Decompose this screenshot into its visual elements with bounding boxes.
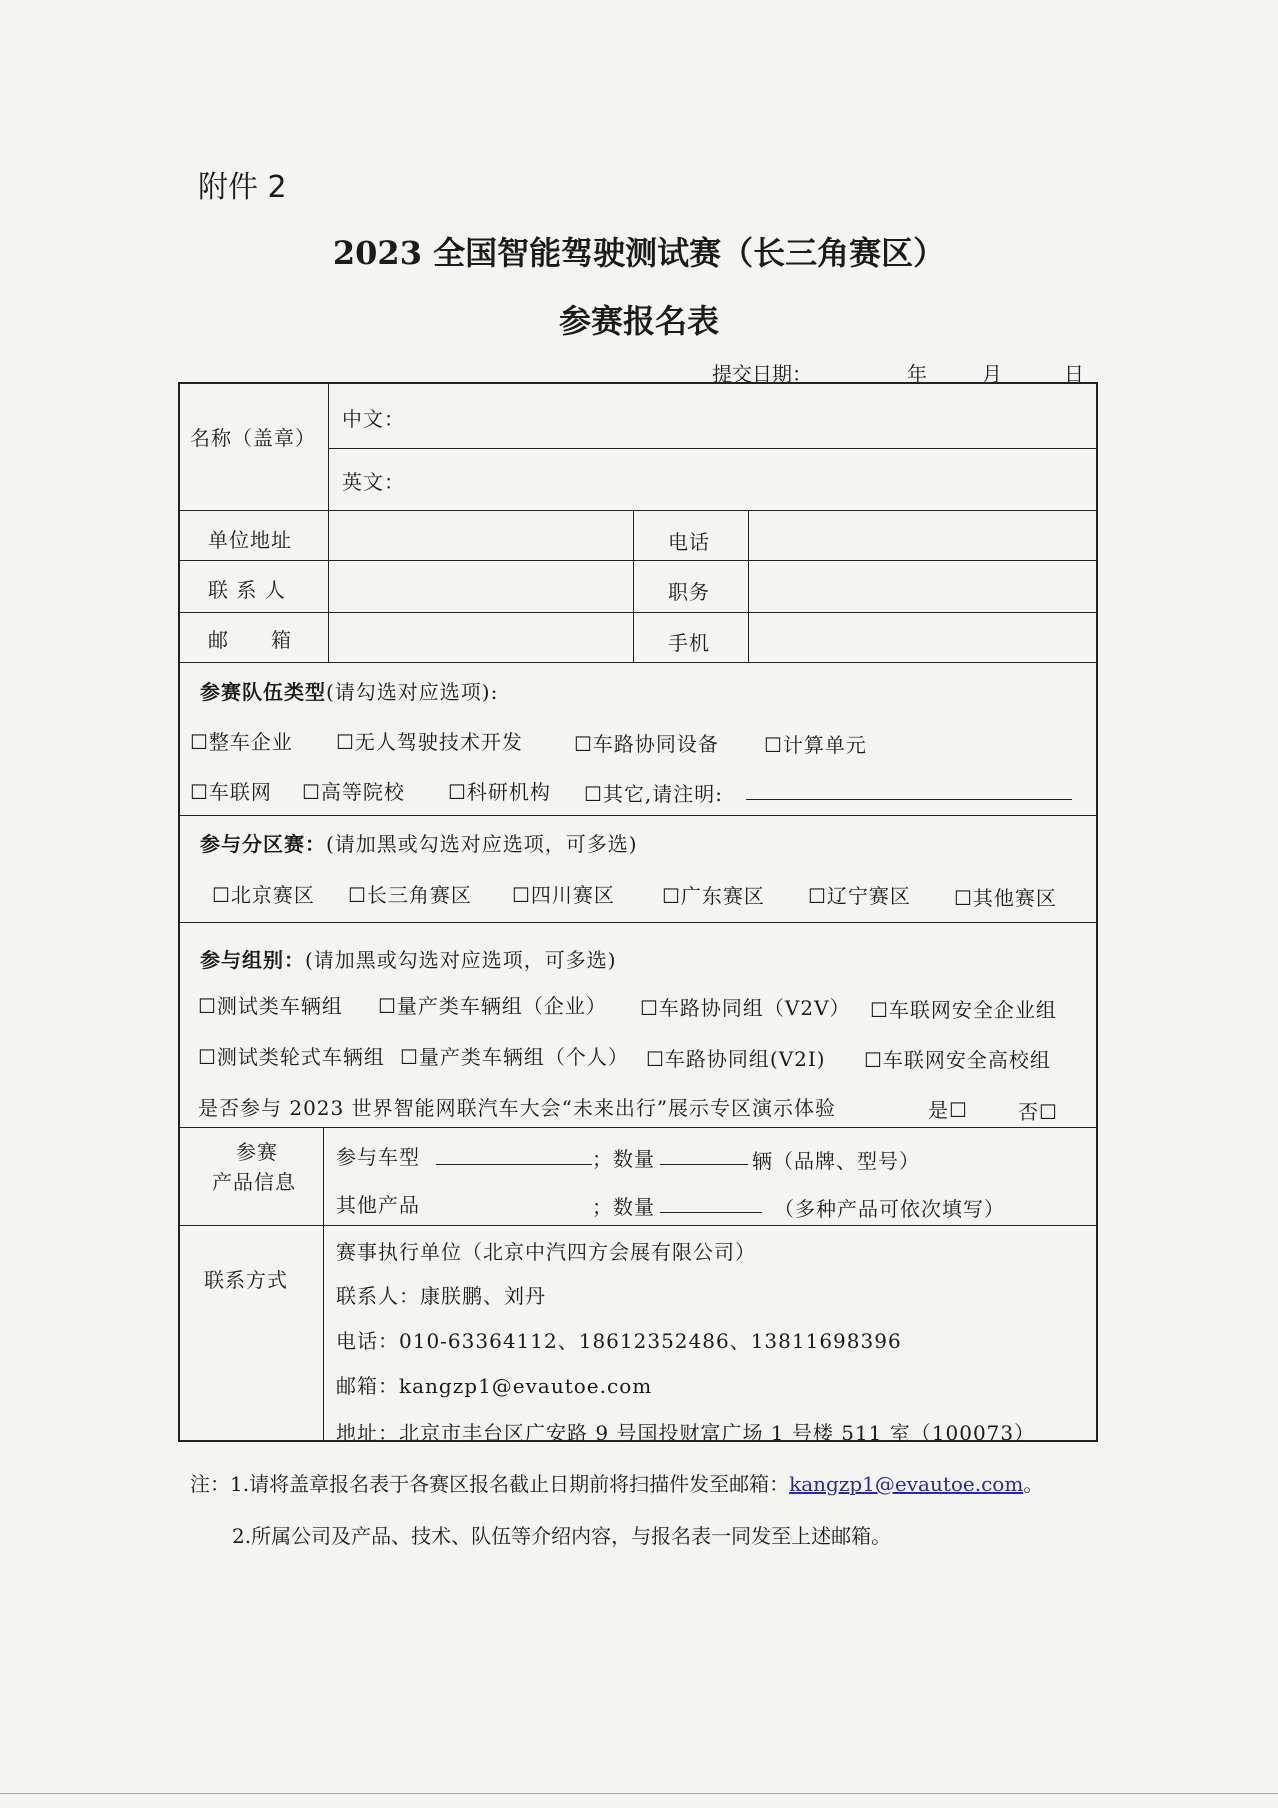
submit-year: 年	[907, 362, 927, 386]
rule	[178, 612, 1098, 613]
other-product-label: 其他产品	[336, 1193, 420, 1217]
rule	[178, 815, 1098, 816]
form-title: 参赛报名表	[558, 302, 719, 340]
rule	[178, 922, 1098, 923]
vehicle-model-label: 参与车型	[336, 1145, 420, 1169]
attachment-label: 附件 2	[198, 170, 287, 205]
position-label: 职务	[668, 580, 710, 604]
group-test-wheeled[interactable]: ☐测试类轮式车辆组	[198, 1045, 385, 1069]
division-sichuan[interactable]: ☐四川赛区	[512, 883, 615, 907]
note-email-link[interactable]: kangzp1@evautoe.com	[789, 1472, 1024, 1496]
group-mass-production-individual[interactable]: ☐量产类车辆组（个人）	[400, 1045, 629, 1069]
group-mass-production-enterprise[interactable]: ☐量产类车辆组（企业）	[378, 994, 607, 1018]
group-iov-security-university[interactable]: ☐车联网安全高校组	[864, 1048, 1051, 1072]
product-label-2: 产品信息	[212, 1170, 296, 1194]
contact-line-address: 地址：北京市丰台区广安路 9 号国投财富广场 1 号楼 511 室（100073）	[336, 1421, 1036, 1445]
option-compute-unit[interactable]: ☐计算单元	[764, 733, 867, 757]
contact-person-label: 联 系 人	[208, 578, 286, 602]
division-other[interactable]: ☐其他赛区	[954, 886, 1057, 910]
page-title: 2023 全国智能驾驶测试赛（长三角赛区）	[332, 234, 946, 272]
rule	[178, 1127, 1098, 1128]
address-label: 单位地址	[208, 528, 292, 552]
note-2: 2.所属公司及产品、技术、队伍等介绍内容，与报名表一同发至上述邮箱。	[232, 1524, 892, 1548]
rule	[178, 1225, 1098, 1226]
group-heading: 参与组别：(请加黑或勾选对应选项，可多选)	[200, 948, 617, 972]
team-type-heading: 参赛队伍类型(请勾选对应选项):	[200, 680, 499, 704]
expo-no[interactable]: 否☐	[1018, 1100, 1058, 1124]
email-label: 邮 箱	[208, 628, 292, 652]
option-university[interactable]: ☐高等院校	[302, 780, 405, 804]
option-v2x-device[interactable]: ☐车路协同设备	[574, 732, 719, 756]
vehicle-qty-line[interactable]	[660, 1164, 748, 1165]
rule	[178, 560, 1098, 561]
phone-label: 电话	[668, 530, 710, 554]
rule	[178, 662, 1098, 663]
division-guangdong[interactable]: ☐广东赛区	[662, 884, 765, 908]
contact-line-email: 邮箱：kangzp1@evautoe.com	[336, 1374, 653, 1398]
rule	[323, 1127, 324, 1442]
mobile-label: 手机	[668, 631, 710, 655]
group-iov-security-enterprise[interactable]: ☐车联网安全企业组	[870, 998, 1057, 1022]
vehicle-qty-label: ；数量	[592, 1147, 655, 1171]
other-specify-line[interactable]	[746, 799, 1072, 800]
group-v2v[interactable]: ☐车路协同组（V2V）	[640, 996, 851, 1020]
option-other[interactable]: ☐其它,请注明:	[584, 782, 724, 806]
submit-month: 月	[982, 362, 1002, 386]
rule	[328, 382, 329, 662]
division-liaoning[interactable]: ☐辽宁赛区	[808, 884, 911, 908]
contact-line-person: 联系人：康朕鹏、刘丹	[336, 1284, 546, 1308]
other-product-hint: （多种产品可依次填写）	[774, 1197, 1005, 1221]
option-research-inst[interactable]: ☐科研机构	[448, 780, 551, 804]
name-seal-label: 名称（盖章）	[190, 426, 316, 450]
other-qty-label: ；数量	[592, 1195, 655, 1219]
chinese-name-label: 中文：	[342, 407, 405, 431]
vehicle-model-line[interactable]	[436, 1164, 592, 1165]
note-1: 注：1.请将盖章报名表于各赛区报名截止日期前将扫描件发至邮箱：kangzp1@evautoe.com。	[190, 1472, 1044, 1496]
expo-yes[interactable]: 是☐	[928, 1098, 968, 1122]
group-test-vehicle[interactable]: ☐测试类车辆组	[198, 994, 343, 1018]
rule	[178, 510, 1098, 511]
registration-form-table	[178, 382, 1098, 1442]
product-label-1: 参赛	[236, 1140, 278, 1164]
contact-label: 联系方式	[204, 1268, 288, 1292]
division-beijing[interactable]: ☐北京赛区	[212, 883, 315, 907]
english-name-label: 英文：	[342, 470, 405, 494]
expo-question: 是否参与 2023 世界智能网联汽车大会“未来出行”展示专区演示体验	[198, 1096, 837, 1120]
rule	[748, 510, 749, 662]
option-iov[interactable]: ☐车联网	[190, 780, 272, 804]
rule	[328, 448, 1098, 449]
group-v2i[interactable]: ☐车路协同组(V2I)	[646, 1047, 826, 1071]
submit-day: 日	[1064, 362, 1084, 386]
option-autonomous-dev[interactable]: ☐无人驾驶技术开发	[336, 730, 523, 754]
other-qty-line[interactable]	[660, 1212, 762, 1213]
division-heading: 参与分区赛：(请加黑或勾选对应选项，可多选)	[200, 832, 638, 856]
option-vehicle-oem[interactable]: ☐整车企业	[190, 730, 293, 754]
scan-edge	[0, 1793, 1278, 1794]
submit-date-label: 提交日期：	[712, 362, 812, 386]
division-yangtze[interactable]: ☐长三角赛区	[348, 883, 472, 907]
contact-line-phone: 电话：010-63364112、18612352486、13811698396	[336, 1329, 902, 1353]
vehicle-brand-hint: 辆（品牌、型号）	[752, 1149, 920, 1173]
contact-line-organizer: 赛事执行单位（北京中汽四方会展有限公司）	[336, 1240, 756, 1264]
rule	[633, 510, 634, 662]
